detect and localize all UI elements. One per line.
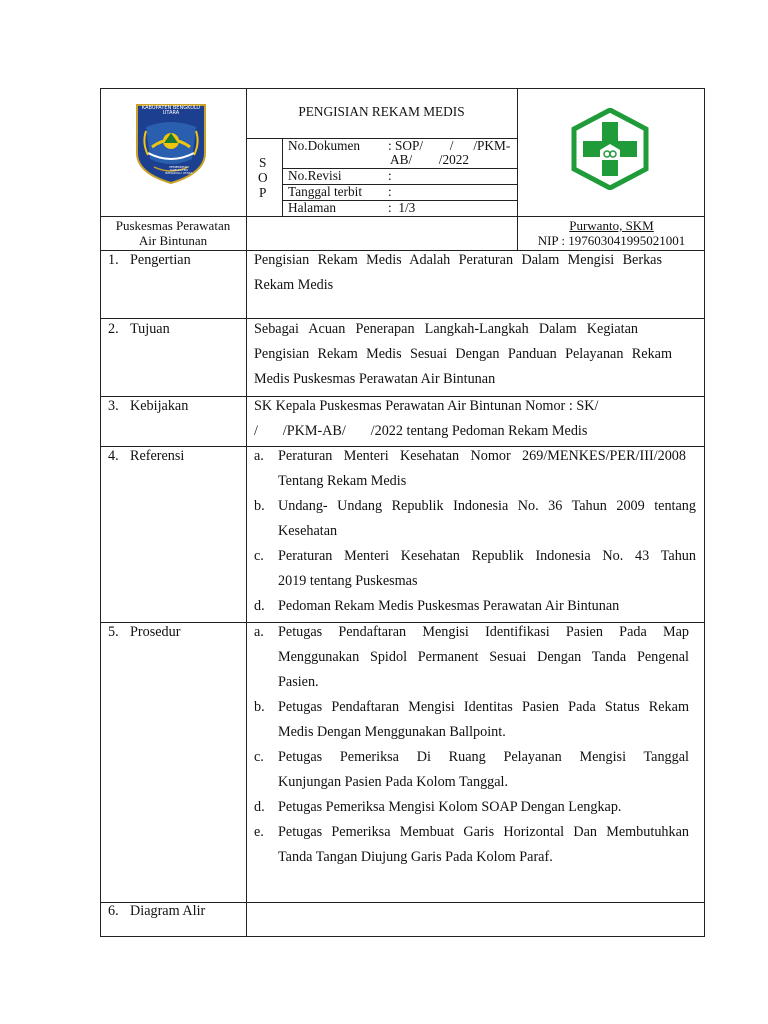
section-text-line: Pengisian Rekam Medis Sesuai Dengan Panduan Pelayanan Rekam bbox=[254, 346, 672, 362]
list-item-line: Petugas Pemeriksa Di Ruang Pelayanan Mengisi Tanggal bbox=[278, 749, 689, 765]
section-number: 2. bbox=[108, 321, 119, 337]
no-dokumen-value-cont: AB/ /2022 bbox=[390, 152, 470, 167]
section-text-line: SK Kepala Puskesmas Perawatan Air Bintunan Nomor : SK/ bbox=[254, 398, 599, 414]
signer-name: Purwanto, SKM bbox=[569, 218, 654, 233]
sop-letter-p: P bbox=[259, 185, 267, 200]
list-item-line: Undang- Undang Republik Indonesia No. 36 Tahun 2009 tentang bbox=[278, 498, 696, 514]
sop-letter-s: S bbox=[259, 155, 267, 170]
list-item-line: Pasien. bbox=[278, 674, 319, 690]
tanggal-terbit-label: Tanggal terbit bbox=[288, 184, 363, 199]
section-label-referensi: Referensi bbox=[130, 448, 185, 464]
divider bbox=[282, 138, 283, 216]
section-label-diagram-alir: Diagram Alir bbox=[130, 903, 206, 919]
list-marker: c. bbox=[254, 749, 264, 765]
list-item-line: Kunjungan Pasien Pada Kolom Tanggal. bbox=[278, 774, 509, 790]
divider bbox=[100, 216, 705, 217]
document-title: PENGISIAN REKAM MEDIS bbox=[298, 104, 465, 119]
puskesmas-logo bbox=[569, 108, 651, 190]
list-item-line: Petugas Pemeriksa Mengisi Kolom SOAP Dengan Lengkap. bbox=[278, 799, 622, 815]
section-number: 5. bbox=[108, 624, 119, 640]
list-marker: c. bbox=[254, 548, 264, 564]
section-number: 1. bbox=[108, 252, 119, 268]
section-label-prosedur: Prosedur bbox=[130, 624, 181, 640]
list-item-line: Petugas Pendaftaran Mengisi Identifikasi Pasien Pada Map bbox=[278, 624, 689, 640]
sop-letter-o: O bbox=[258, 170, 268, 185]
halaman-label: Halaman bbox=[288, 200, 336, 215]
logo-text-bottom-value: PEMERINTAH KABUPATEN BENGKULU UTARA bbox=[165, 165, 193, 175]
list-marker: d. bbox=[254, 598, 265, 614]
signer-nip: NIP : 197603041995021001 bbox=[537, 233, 686, 248]
no-dokumen-label: No.Dokumen bbox=[288, 138, 361, 153]
halaman-value: : 1/3 bbox=[388, 200, 416, 215]
no-revisi-label: No.Revisi bbox=[288, 168, 342, 183]
section-label-pengertian: Pengertian bbox=[130, 252, 191, 268]
list-item-line: Pedoman Rekam Medis Puskesmas Perawatan Air Bintunan bbox=[278, 598, 620, 614]
tanggal-terbit-value: : bbox=[388, 184, 392, 199]
list-item-line: Tanda Tangan Diujung Garis Pada Kolom Paraf. bbox=[278, 849, 553, 865]
section-text-line: / /PKM-AB/ /2022 tentang Pedoman Rekam Medis bbox=[254, 423, 588, 439]
no-dokumen-value: : SOP/ / /PKM- bbox=[388, 138, 511, 153]
list-item-line: Kesehatan bbox=[278, 523, 338, 539]
unit-name-line2: Air Bintunan bbox=[138, 233, 208, 248]
list-marker: e. bbox=[254, 824, 264, 840]
section-text-line: Rekam Medis bbox=[254, 277, 334, 293]
list-item-line: 2019 tentang Puskesmas bbox=[278, 573, 418, 589]
section-number: 3. bbox=[108, 398, 119, 414]
list-item-line: Tentang Rekam Medis bbox=[278, 473, 407, 489]
list-item-line: Petugas Pendaftaran Mengisi Identitas Pasien Pada Status Rekam bbox=[278, 699, 689, 715]
section-text-line: Medis Puskesmas Perawatan Air Bintunan bbox=[254, 371, 496, 387]
section-number: 4. bbox=[108, 448, 119, 464]
unit-name-line1: Puskesmas Perawatan bbox=[115, 218, 231, 233]
list-item-line: Peraturan Menteri Kesehatan Republik Indonesia No. 43 Tahun bbox=[278, 548, 696, 564]
list-item-line: Menggunakan Spidol Permanent Sesuai Dengan Tanda Pengenal bbox=[278, 649, 689, 665]
list-marker: d. bbox=[254, 799, 265, 815]
section-text-line: Sebagai Acuan Penerapan Langkah-Langkah Dalam Kegiatan bbox=[254, 321, 638, 337]
list-marker: a. bbox=[254, 624, 264, 640]
list-item-line: Peraturan Menteri Kesehatan Nomor 269/MENKES/PER/III/2008 bbox=[278, 448, 686, 464]
list-marker: b. bbox=[254, 699, 265, 715]
section-text-line: Pengisian Rekam Medis Adalah Peraturan Dalam Mengisi Berkas bbox=[254, 252, 662, 268]
section-number: 6. bbox=[108, 903, 119, 919]
logo-text-top-value: KABUPATEN BENGKULU UTARA bbox=[141, 105, 201, 116]
list-marker: b. bbox=[254, 498, 265, 514]
section-label-kebijakan: Kebijakan bbox=[130, 398, 189, 414]
list-marker: a. bbox=[254, 448, 264, 464]
no-revisi-value: : bbox=[388, 168, 392, 183]
list-item-line: Medis Dengan Menggunakan Ballpoint. bbox=[278, 724, 506, 740]
list-item-line: Petugas Pemeriksa Membuat Garis Horizontal Dan Membutuhkan bbox=[278, 824, 689, 840]
section-label-tujuan: Tujuan bbox=[130, 321, 170, 337]
